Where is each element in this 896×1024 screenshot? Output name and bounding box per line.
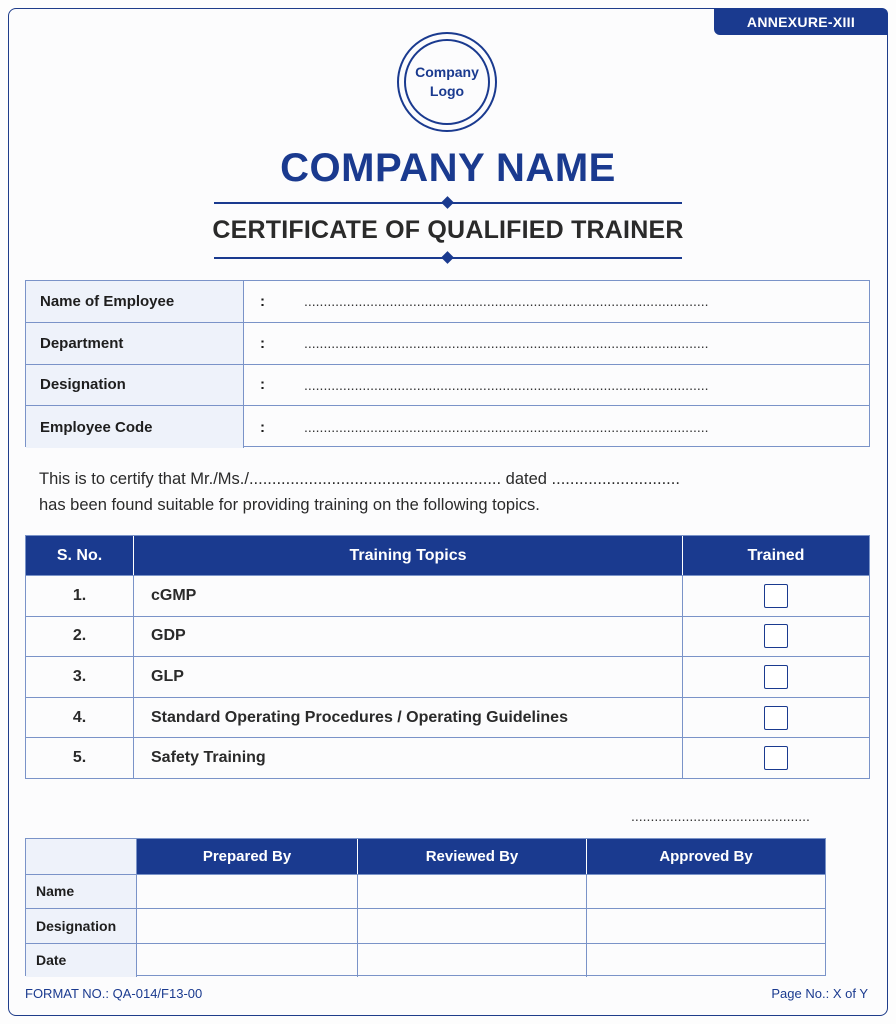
name-field[interactable]: ........................................................................................................: [304, 293, 709, 310]
table-row: [26, 575, 869, 616]
info-row-department: [26, 323, 869, 365]
annexure-badge: ANNEXURE-XIII: [714, 8, 888, 35]
info-label: Name of Employee: [26, 281, 244, 322]
approved-by-name-cell[interactable]: [587, 875, 825, 909]
approval-table: [25, 838, 826, 976]
logo-text-line2: Logo: [429, 83, 465, 99]
approval-header-row: [26, 839, 825, 874]
info-colon: :: [260, 292, 265, 310]
row-sno: 5.: [26, 738, 134, 778]
certificate-title: CERTIFICATE OF QUALIFIED TRAINER: [212, 216, 684, 244]
row-sno: 2.: [26, 617, 134, 657]
row-sno: 4.: [26, 698, 134, 738]
info-row-employee-code: [26, 406, 869, 448]
page-number: Page No.: X of Y: [771, 986, 868, 1001]
table-row: [26, 737, 869, 778]
row-label-name: Name: [26, 875, 137, 909]
header-approved-by: Approved By: [587, 839, 825, 874]
employee-code-field[interactable]: ........................................................................................................: [304, 419, 709, 436]
info-colon: :: [260, 418, 265, 436]
reviewed-by-designation-cell[interactable]: [358, 909, 587, 943]
info-row-designation: [26, 365, 869, 407]
info-colon: :: [260, 376, 265, 394]
info-label: Employee Code: [26, 406, 244, 448]
logo-inner-ring: [404, 39, 490, 125]
company-name: COMPANY NAME: [280, 146, 616, 190]
row-topic: cGMP: [134, 576, 683, 616]
row-topic: Standard Operating Procedures / Operating Guidelines: [134, 698, 683, 738]
row-topic: Safety Training: [134, 738, 683, 778]
row-label-date: Date: [26, 944, 137, 978]
approval-corner-cell: [26, 839, 137, 874]
training-topics-table: [25, 535, 870, 779]
department-field[interactable]: ........................................................................................................: [304, 335, 709, 352]
trained-checkbox-gdp[interactable]: [764, 624, 788, 648]
certify-line-2: has been found suitable for providing training on the following topics.: [39, 496, 540, 514]
trained-checkbox-glp[interactable]: [764, 665, 788, 689]
row-topic: GDP: [134, 617, 683, 657]
certification-statement: [39, 466, 680, 518]
table-row: [26, 943, 825, 978]
header-training-topics: Training Topics: [134, 536, 683, 575]
table-row: [26, 656, 869, 697]
trained-checkbox-safety[interactable]: [764, 746, 788, 770]
trained-checkbox-cgmp[interactable]: [764, 584, 788, 608]
prepared-by-date-cell[interactable]: [137, 944, 358, 978]
trained-checkbox-sop[interactable]: [764, 706, 788, 730]
table-row: [26, 697, 869, 738]
certify-line-1: This is to certify that Mr./Ms./....................................................... dated ............................: [39, 470, 680, 488]
approved-by-designation-cell[interactable]: [587, 909, 825, 943]
company-logo: [397, 32, 497, 132]
info-label: Designation: [26, 365, 244, 406]
signature-line[interactable]: ..............................................: [631, 808, 810, 824]
reviewed-by-date-cell[interactable]: [358, 944, 587, 978]
reviewed-by-name-cell[interactable]: [358, 875, 587, 909]
designation-field[interactable]: ........................................................................................................: [304, 376, 709, 393]
format-number: FORMAT NO.: QA-014/F13-00: [25, 986, 203, 1001]
row-sno: 3.: [26, 657, 134, 697]
employee-info-table: [25, 280, 870, 447]
table-row: [26, 874, 825, 909]
header-reviewed-by: Reviewed By: [358, 839, 587, 874]
row-label-designation: Designation: [26, 909, 137, 943]
header-prepared-by: Prepared By: [137, 839, 358, 874]
topics-header-row: [26, 536, 869, 575]
header-sno: S. No.: [26, 536, 134, 575]
prepared-by-name-cell[interactable]: [137, 875, 358, 909]
info-row-name: [26, 281, 869, 323]
table-row: [26, 908, 825, 943]
approved-by-date-cell[interactable]: [587, 944, 825, 978]
header-trained: Trained: [747, 546, 805, 564]
info-label: Department: [26, 323, 244, 364]
row-sno: 1.: [26, 576, 134, 616]
info-colon: :: [260, 334, 265, 352]
row-topic: GLP: [134, 657, 683, 697]
table-row: [26, 616, 869, 657]
logo-text-line1: Company: [415, 64, 479, 80]
prepared-by-designation-cell[interactable]: [137, 909, 358, 943]
